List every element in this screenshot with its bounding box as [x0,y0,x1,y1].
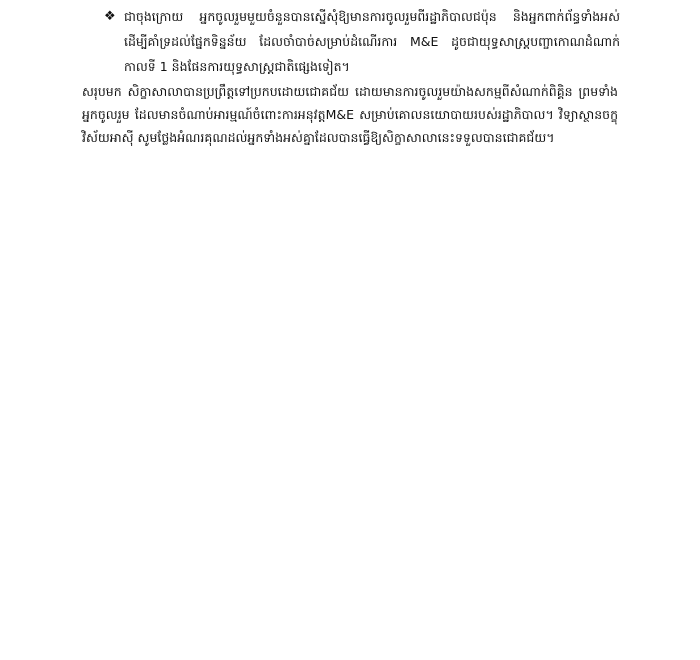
bullet-text: ជាចុងក្រោយ អ្នកចូលរួមមួយចំនួនបានស្នើសុំឱ្យមានការចូលរួមពីរដ្ឋាភិបាលជប៉ុន និងអ្នកពាក់ព័ន្ធទាំងអស់ ដើម្បីគាំទ្រដល់ផ្នែកទិន្នន័យ ដែលចាំបាច់សម្រាប់ដំណើរការ M&E ដូចជាយុទ្ធសាស្រ្តបញ្ចាកោណដំណាក់កាលទី 1 និងផែនការយុទ្ធសាស្រ្តជាតិផ្សេងទៀត។ [124,9,620,74]
diamond-bullet-icon: ❖ [104,9,116,24]
summary-paragraph: សរុបមក សិក្ខាសាលាបានប្រព្រឹត្តទៅប្រកបដោយជោគជ័យ ដោយមានការចូលរួមយ៉ាងសកម្មពីសំណាក់ពិគ្គិន ព្រមទាំងអ្នកចូលរួម ដែលមានចំណាប់អារម្មណ៍ចំពោះការអនុវត្តM&E សម្រាប់គោលនយោបាយរបស់រដ្ឋាភិបាល។ វិទ្យាស្ថានចក្ខុវិស័យអាស៊ី សូមថ្លែងអំណរគុណដល់អ្នកទាំងអស់គ្នាដែលបានធ្វើឱ្យសិក្ខាសាលានេះទទួលបានជោគជ័យ។ [82,84,618,145]
